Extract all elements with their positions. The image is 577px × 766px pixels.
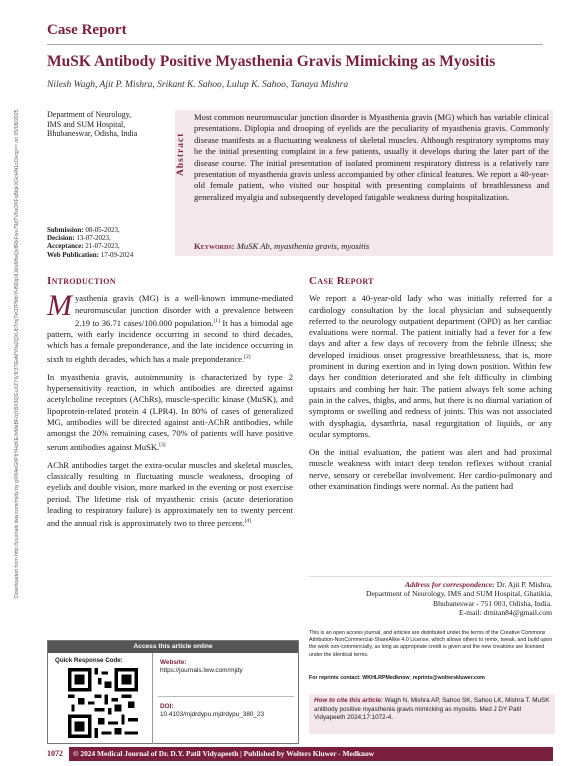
license-text: This is an open access journal, and articles are distributed under the terms of the Creative Commons Attribution-NonCommercial-ShareAlike 4.0 License, which allows others to remix, tweak, and build upon the work non-commercially, as long as appropriate credit is given and the new creations are licensed under the identical terms. (309, 630, 553, 658)
website-link[interactable]: https://journals.lww.com/mjdy (160, 667, 243, 674)
citation-ref: [3] (159, 441, 166, 448)
intro-p3: AChR antibodies target the extra-ocular muscles and skeletal muscles, classically resulting in fluctuating muscle weakness, drooping of eyelids and double vision, more marked in the evening or post exercise period. The lifetime risk of myasthenic crisis (acute deterioration leading to respiratory failure) is approximately ten to twenty percent and the annual risk is approximately two to three percent. (47, 459, 293, 529)
date-label: Decision: (47, 234, 75, 243)
date-label: Web Publication: (47, 250, 99, 259)
keywords-values: MuSK Ab, myasthenia gravis, myositis (236, 241, 370, 251)
keywords-label: Keywords: (194, 241, 235, 251)
dropcap: M (47, 289, 72, 323)
keywords (194, 241, 369, 251)
intro-paragraph-2 (47, 372, 293, 453)
page-footer (47, 747, 553, 761)
case-paragraph-2: On the initial evaluation, the patient was alert and had proximal muscle weakness with intact deep tendon reflexes without cranial nerve, sensory or cerebellar involvement. Her cardio-pulmonary and other examination findings were normal. As the patient had (309, 447, 552, 492)
date-value: 21-07-2023, (85, 242, 120, 251)
correspondence-line: Bhubaneswar - 751 003, Odisha, India. (433, 598, 552, 608)
right-column (309, 276, 552, 499)
intro-p1: yasthenia gravis (MG) is a well-known immune-mediated neuromuscular junction disorder with a prevalence between 2.19 to 36.71 cases/100.000 population. (75, 293, 293, 328)
website-label: Website: (160, 659, 187, 666)
case-paragraph-1: We report a 40-year-old lady who was initially referred for a cardiology consultation by the local physician and subsequently referred to the neurology outpatient department (OPD) as her cardiac evaluations were normal. The patient initially had a fever for a few days and after a few days of recovery from the febrile illness; she developed insidious onset progressive breathlessness, that is, more prominent in during exertion and in lying down position. Within few days her condition deteriorated and she felt difficulty in climbing upstairs and combing her hair. The patient always felt some aching pain in the calves, thighs, and arms, but there is no diurnal variation of symptoms or swelling and redness of joints. This was not associated with dysphagia, dysarthria, nasal regurgitation of liquids, or any ocular symptoms. (309, 293, 552, 439)
qr-code-icon[interactable] (68, 668, 138, 738)
abstract-text: Most common neuromuscular junction disorder is Myasthenia gravis (MG) which has variable clinical presentations. Diplopia and drooping of eyelids are the peculiarity of myasthenia gravis. Commonly disease manifests as a fluctuating weakness of skeletal muscles. Although respiratory symptoms may be the initial presenting complaint in a few patients, usually it develops during the later part of the disease course. The initial presentation of isolated prominent respiratory distress is a relatively rare presentation of myasthenia gravis unless accompanied by other clinical features. We report a 40-year-old female patient, who visited our hospital with presenting complaints of breathlessness and generalized myalgia and subsequently developed fatigable weakness during hospitalization. (194, 112, 549, 202)
doi-link[interactable]: 10.4103/mjdrdypu.mjdrdypu_380_23 (160, 711, 265, 718)
citation-ref: [1] (213, 317, 220, 324)
date-row (47, 251, 171, 259)
intro-p2: In myasthenia gravis, autoimmunity is characterized by type 2 hypersensitivity reaction, in which antibodies are directed against acetylcholine receptors (AChRs), muscle-specific kinase (MuSK), and lipoprotein-related protein 4 (LPR4). In 80% of cases of generalized MG, antibodies will be directed against anti-AChR antibodies, while amongst the 20% remaining cases, 70% of patients will have positive serum antibodies against MuSK. (47, 371, 293, 452)
reprints-contact: For reprints contact: WKHLRPMedknow_reprints@wolterskluwer.com (309, 675, 485, 681)
citation-ref: [4] (244, 518, 252, 525)
intro-heading: Introduction (47, 275, 116, 287)
citation-ref: [2] (244, 353, 251, 360)
correspondence-block (309, 576, 552, 618)
publication-dates (47, 226, 171, 259)
doi-block (160, 703, 264, 719)
intro-paragraph-3 (47, 460, 293, 530)
qr-label: Quick Response Code: (55, 657, 123, 664)
page-number: 1072 (47, 747, 69, 761)
page-header (47, 22, 537, 39)
date-label: Submission: (47, 226, 84, 234)
cite-text: Wagh N, Mishra AP, Sahoo SK, Sahoo LK, Mishra T. MuSK antibody positive myasthenia gravis mimicking as myositis. Med J DY Patil Vidyapeeth 2024;17:1072-4. (314, 697, 550, 722)
footer-text: © 2024 Medical Journal of Dr. D.Y. Patil Vidyapeeth | Published by Wolters Kluwer - Medknow (73, 749, 375, 758)
affiliation (47, 110, 167, 139)
header-rule (47, 44, 543, 45)
citation-box (309, 694, 555, 734)
date-value: 13-07-2023, (76, 234, 111, 243)
abstract-label: Abstract (176, 132, 186, 176)
date-row (47, 234, 171, 242)
watermark-text: Downloaded from http://journals.lww.com/mjdy by gXhl4eGhPbYHcKEJvMeBFrqY8X3QGuXZYIyTc3TEeMY0a2QXUbTmjTkO7PMbYH5DqULWuMfwQv8RkFwu79dTV6sOKFsBlqkXGcHN1zOvcg== on 05/08/2025 (14, 109, 20, 598)
affiliation-line: Department of Neurology, (47, 110, 132, 119)
affiliation-line: IMS and SUM Hospital, (47, 119, 126, 129)
cite-label: How to cite this article: (314, 697, 383, 704)
date-label: Acceptance: (47, 242, 84, 251)
intro-p1b: It has a bimodal age pattern, with early incidence occurring in second to third decades, which has a female preponderance, and the late incidence occurring in sixth to eighth decades, which has a male preponderance. (47, 317, 293, 364)
date-row (47, 242, 171, 250)
intro-paragraph-1 (47, 289, 293, 365)
section-tag: Case Report (47, 22, 127, 38)
date-value: 17-09-2024 (100, 250, 134, 259)
correspondence-line: Department of Neurology, IMS and SUM Hospital, Ghatikia, (366, 589, 552, 599)
access-online-box (47, 640, 299, 744)
doi-label: DOI: (160, 703, 174, 710)
date-row (47, 226, 171, 234)
website-block (160, 659, 243, 675)
left-column (47, 276, 293, 536)
correspondence-name: Dr. Ajit P. Mishra, (494, 580, 552, 589)
download-watermark (6, 108, 34, 598)
correspondence-label: Address for correspondence: (404, 580, 495, 589)
case-heading: Case Report (309, 275, 374, 287)
article-title: MuSK Antibody Positive Myasthenia Gravis Mimicking as Myositis (47, 53, 496, 70)
affiliation-line: Bhubaneswar, Odisha, India (47, 129, 138, 138)
abstract-box (175, 110, 553, 256)
author-list: Nilesh Wagh, Ajit P. Mishra, Srikant K. Sahoo, Lulup K. Sahoo, Tanaya Mishra (47, 80, 349, 90)
access-heading: Access this article online (48, 641, 298, 653)
abstract-side-label (175, 110, 191, 256)
correspondence-email[interactable]: E-mail: drnitan84@gmail.com (458, 608, 552, 618)
access-divider (152, 653, 153, 744)
access-rule (158, 696, 294, 697)
date-value: 08-05-2023, (85, 226, 120, 234)
